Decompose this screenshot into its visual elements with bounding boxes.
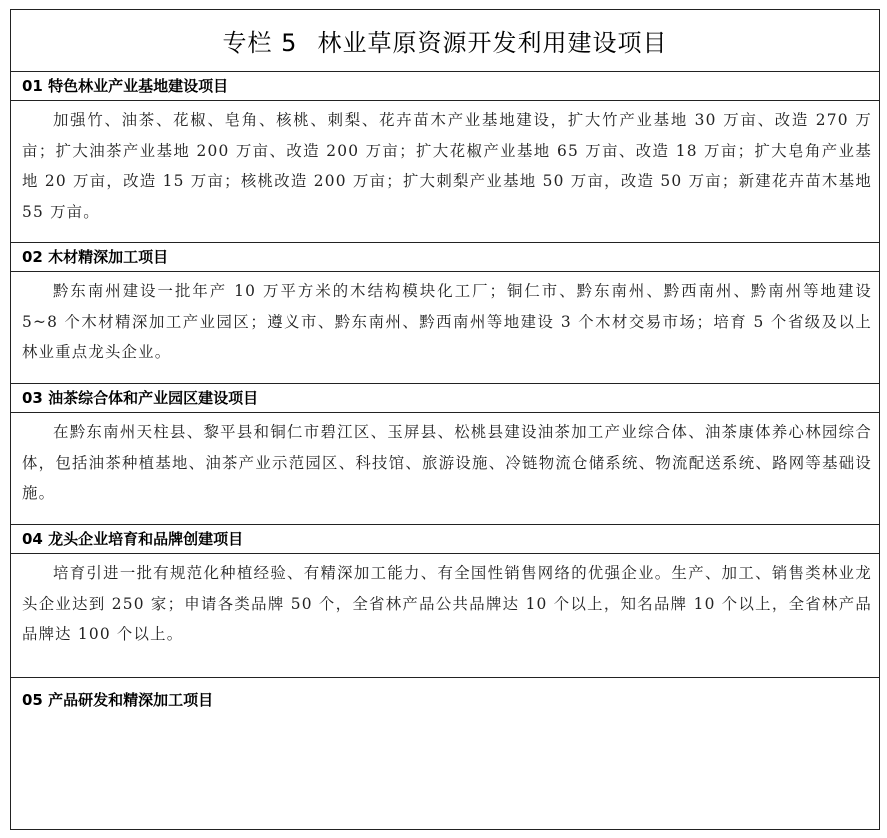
section-heading-04: 04 龙头企业培育和品牌创建项目 <box>11 525 879 554</box>
section-heading-05: 05 产品研发和精深加工项目 <box>22 691 214 709</box>
section-heading-01: 01 特色林业产业基地建设项目 <box>11 72 879 101</box>
box-number: 专栏 5 <box>222 29 298 57</box>
box-title-text: 林业草原资源开发利用建设项目 <box>317 29 668 57</box>
section-body-01: 加强竹、油茶、花椒、皂角、核桃、刺梨、花卉苗木产业基地建设，扩大竹产业基地 30 万亩、改造 270 万亩；扩大油茶产业基地 200 万亩、改造 200 万亩；扩大花椒产业基地 65 万亩、改造 18 万亩；扩大皂角产业基地 20 万亩，改造 15 万亩；核桃改造 200 万亩；扩大刺梨产业基地 50 万亩，改造 50 万亩；新建花卉苗木基地 55 万亩。 <box>11 101 879 243</box>
section-heading-02: 02 木材精深加工项目 <box>11 243 879 272</box>
section-body-02: 黔东南州建设一批年产 10 万平方米的木结构模块化工厂；铜仁市、黔东南州、黔西南州、黔南州等地建设 5~8 个木材精深加工产业园区；遵义市、黔东南州、黔西南州等地建设 3 个木材交易市场；培育 5 个省级及以上林业重点龙头企业。 <box>11 272 879 384</box>
feature-box-table <box>10 9 880 830</box>
box-title <box>11 10 879 72</box>
section-body-04: 培育引进一批有规范化种植经验、有精深加工能力、有全国性销售网络的优强企业。生产、加工、销售类林业龙头企业达到 250 家；申请各类品牌 50 个，全省林产品公共品牌达 10 个以上，知名品牌 10 个以上，全省林产品品牌达 100 个以上。 <box>11 554 879 678</box>
section-heading-03: 03 油茶综合体和产业园区建设项目 <box>11 384 879 413</box>
section-body-03: 在黔东南州天柱县、黎平县和铜仁市碧江区、玉屏县、松桃县建设油茶加工产业综合体、油茶康体养心林园综合体，包括油茶种植基地、油茶产业示范园区、科技馆、旅游设施、冷链物流仓储系统、物流配送系统、路网等基础设施。 <box>11 413 879 525</box>
